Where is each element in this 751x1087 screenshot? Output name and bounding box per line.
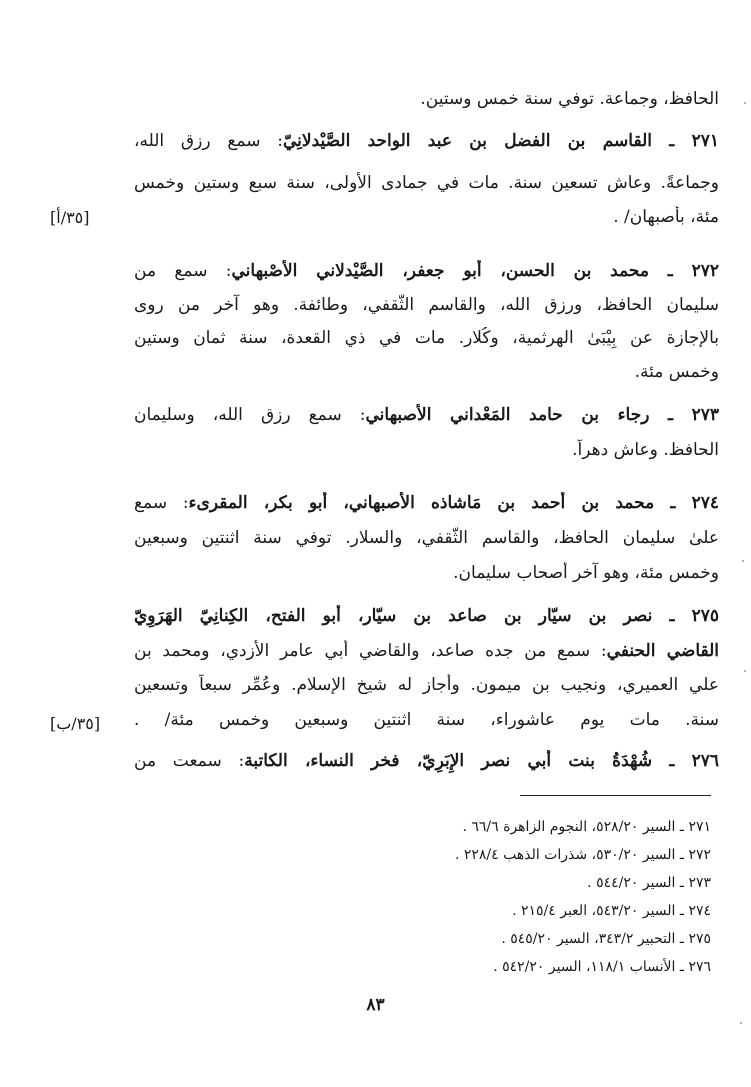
body-line: علىٰ سليمان الحافظ، والقاسم الثَّقفي، والسلار. توفي سنة اثنتين وسبعين [134,528,719,548]
body-line: وجماعةً. وعاش تسعين سنة. مات في جمادى الأولى، سنة سبع وستين وخمس [134,173,719,193]
footnote: ٢٧٤ ـ السير ٥٤٣/٢٠، العبر ٢١٥/٤ . [512,903,711,919]
body-line [134,260,719,284]
scan-speck [740,1022,742,1024]
scan-speck [744,102,746,104]
footnote: ٢٧٦ ـ الأنساب ١١٨/١، السير ٥٤٢/٢٠ . [493,959,711,975]
entry-heading: ٢٧٢ ـ محمد بن الحسن، أبو جعفر، الصَّيْدلاني الأَصْبهاني [231,261,719,281]
entry-heading: ٢٧٦ ـ شُهْدَةُ بنت أبي نصر الإِبَرِيّ، فخر النساء، الكاتبة [244,751,719,771]
scan-speck [744,670,746,672]
footnote: ٢٧٣ ـ السير ٥٤٤/٢٠ . [587,875,711,891]
margin-folio-note: [٣٥/ب] [50,714,101,733]
body-line: الحافظ. وعاش دهراً. [572,440,719,460]
entry-heading: ٢٧٣ ـ رجاء بن حامد المَعْداني الأصبهاني [365,405,719,425]
footnote: ٢٧١ ـ السير ٥٢٨/٢٠، النجوم الزاهرة ٦٦/٦ . [462,819,711,835]
entry-heading: ٢٧٥ ـ نصر بن سيّار بن صاعد بن سيّار، أبو الفتح، الكِنانِيّ الهَرَوِيّ [134,606,719,626]
entry-heading: ٢٧١ ـ القاسم بن الفضل بن عبد الواحد الصَّيْدلانِيّ [283,131,719,151]
body-line: وخمس مئة، وهو آخر أصحاب سليمان. [453,563,719,583]
page-number: ٨٣ [366,995,385,1015]
body-line: مئة، بأصبهان/ . [613,207,719,227]
footnote-separator [520,795,711,796]
body-text-run: : سمع من [134,261,232,281]
body-line [134,492,719,516]
body-line [134,750,719,774]
body-text-run: : سمع رزق الله، [134,131,284,151]
body-text-run: : سمع [134,493,189,513]
entry-heading: ٢٧٤ ـ محمد بن أحمد بن مَاشاذه الأصبهاني، أبو بكر، المقرىء [188,493,719,513]
body-text-run: : سمع من جده صاعد، والقاضي أبي عامر الأزدي، ومحمد بن [134,641,607,661]
body-line: سنة. مات يوم عاشوراء، سنة اثنتين وسبعين وخمس مئة/ . [134,710,719,730]
body-text-run: : سمع رزق الله، وسليمان [134,405,366,425]
entry-heading: القاضي الحنفي [606,641,719,661]
scan-speck [742,560,744,562]
footnote: ٢٧٢ ـ السير ٥٣٠/٢٠، شذرات الذهب ٢٢٨/٤ . [454,847,711,863]
margin-folio-note: [٣٥/أ] [50,208,90,227]
body-text-run: : سمعت من [134,751,245,771]
body-line [134,404,719,428]
body-line: علي العميري، ونجيب بن ميمون. وأجاز له شيخ الإسلام. وعُمِّر سبعاً وتسعين [134,675,719,695]
body-line: الحافظ، وجماعة. توفي سنة خمس وستين. [420,89,719,109]
body-line [134,640,719,664]
body-line [134,605,719,629]
body-line: سليمان الحافظ، ورزق الله، والقاسم الثَّقفي، وطائفة. وهو آخر من روى [134,295,719,315]
body-line [134,130,719,154]
footnote: ٢٧٥ ـ التحبير ٣٤٣/٢، السير ٥٤٥/٢٠ . [501,931,711,947]
body-line: وخمس مئة. [634,362,719,382]
body-line: بالإجازة عن بِيْبَىٰ الهرثمية، وكُلار. مات في ذي القعدة، سنة ثمان وستين [134,328,719,348]
